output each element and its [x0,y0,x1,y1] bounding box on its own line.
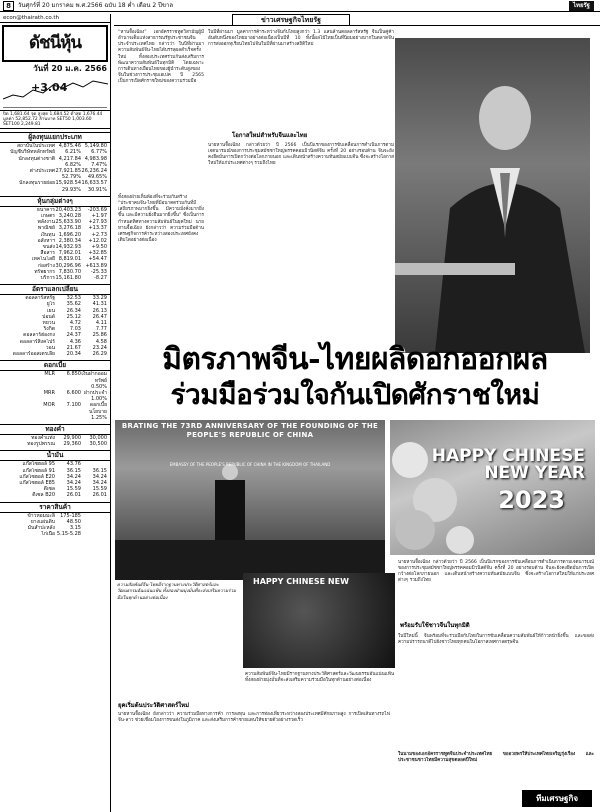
row-value: 26.01 [66,492,81,499]
row-value: -203.69 [87,206,107,213]
row-value: 7,962.01 [58,250,81,257]
oil-header: น้ำมัน [0,450,110,461]
row-value: 32.53 [66,295,81,302]
row-value: 7.47% [91,161,107,168]
headline-line2: ร่วมมือร่วมใจกันเปิดศักราชใหม่ [170,378,540,411]
row-value: +2.73 [91,231,107,238]
row-value: 25,633.90 [55,219,81,226]
row-label: เยน [46,307,55,314]
fx-table [0,295,110,357]
row-value: 23.24 [92,344,107,351]
row-label: เกษตร [41,213,55,220]
row-label: แก๊สโซฮอล์ 95 [22,461,55,468]
night-sign: HAPPY CHINESE NEW [253,577,349,586]
row-value: 41.31 [92,301,107,308]
table-row [0,492,110,498]
row-value: 49.65% [87,174,107,181]
row-label: ขนส่ง [42,244,55,251]
row-label: ดอลลาร์ฮ่องกง [23,332,55,339]
table-row [0,275,110,281]
row-label: ยางแผ่นดิบ [30,518,55,525]
row-value: 4.58 [95,338,107,345]
table-row [0,402,110,421]
row-value: 7.77 [95,326,107,333]
article-col5b: ความสัมพันธ์จีน-ไทยมีรากฐานทางประวัติศาสตร์และวัฒนธรรมอันแน่นแฟ้น ทั้งสองฝ่ายมุ่งมั่นที่จะส่งเสริมความร่วมมือในทุกด้านอย่างต่อเนื่อง [245,672,395,684]
gold-table [0,435,110,447]
row-value: +613.89 [85,262,107,269]
row-value: +9.50 [91,244,107,251]
night-photo [243,573,395,668]
photo-caption: ความสัมพันธ์จีน-ไทยมีรากฐานทางประวัติศาสตร์และวัฒนธรรมอันแน่นแฟ้น ทั้งสองฝ่ายมุ่งมั่นที่จะส่งเสริมความร่วมมือในทุกด้านอย่างต่อเนื่อง [117,583,237,601]
row-value: 36.15 [92,467,107,474]
row-value: +27.93 [88,219,107,226]
headline-line1: มิตรภาพจีน-ไทยผลิดอกออกผล [162,342,548,377]
row-value: 15,928.54 [55,180,81,187]
row-value: 3,240.28 [58,213,81,220]
embassy-sign: EMBASSY OF THE PEOPLE'S REPUBLIC OF CHINA IN THE KINGDOM OF THAILAND [169,462,331,467]
row-value: 26.01 [92,492,107,499]
row-value: 30,500 [89,441,107,448]
row-value: 7.03 [69,326,81,333]
row-value: 24.37 [66,332,81,339]
podium-illustration [115,420,385,580]
row-label: ดอลลาร์สิงคโปร์ [19,338,55,345]
row-value: 25.12 [66,313,81,320]
row-value: 29.93% [61,186,81,193]
row-value: 30.91% [87,186,107,193]
row-value: 15.59 [92,486,107,493]
index-chart [3,75,107,108]
row-value: 34.24 [92,473,107,480]
row-label: หยวน [42,320,55,327]
row-value: 6.77% [91,149,107,156]
row-value: 6.850 [66,371,81,378]
row-value: 4,875.46 [58,143,81,150]
row-value: 26.47 [92,313,107,320]
row-label: ยูโร [46,301,55,308]
team-byline: ทีมเศรษฐกิจ [522,790,592,807]
row-value: 8,819.01 [58,256,81,263]
row-value: 25.86 [92,332,107,339]
row-value: เงินฝากออมทรัพย์ 0.50% [81,371,107,390]
row-label: นักลงทุนรายย่อย [19,180,55,187]
row-value: 26.29 [92,351,107,358]
subhead-3: พร้อมรับใช้ชาวจีนในทุกมิติ [400,622,470,629]
row-value: 4.11 [95,320,107,327]
row-value [81,531,107,537]
row-label: ไก่เนื้อ [41,531,55,538]
row-label [3,187,55,193]
commod-table [0,513,110,538]
row-value: 26.34 [66,307,81,314]
article-col3: ในปีที่ผ่านมา มูลค่าการค้าระหว่างจีนกับไทยสูงกว่า 1.3 แสนล้านดอลลาร์สหรัฐ จีนเป็นคู่ค้าอันดับหนึ่งของไทยมาอย่างต่อเนื่องเป็นปีที่ 10 ทั้งนี้ผลไม้ไทยเป็นที่นิยมอย่างมากในตลาดจีน การส่งออกทุเรียนไทยไปจีนในปีที่ผ่านมาสร้างสถิติใหม่ [208,30,394,48]
row-value: 52.79% [61,174,81,181]
row-value: 36.15 [66,467,81,474]
row-label: ดอลลาร์ออสเตรเลีย [12,351,55,358]
row-value: 48.50 [66,518,81,525]
row-value: 34.24 [66,479,81,486]
closing-paragraph: ในนามของเอกอัครราชทูตจีนประจำประเทศไทย ขออวยพรให้ประเทศไทยเจริญรุ่งเรือง และประชาชนชาวไทยมีความสุขตลอดปีใหม่ [398,752,594,764]
row-value: +32.85 [88,250,107,257]
row-label: ทองรูปพรรณ [27,441,55,448]
row-label: ดีเซล [43,486,55,493]
table-row [0,351,110,357]
row-value: 4,983.98 [84,155,107,162]
row-value: 20.34 [66,351,81,358]
row-value: 6.21% [65,149,81,156]
row-value: +1.97 [91,213,107,220]
row-value: -8.27 [94,275,107,282]
row-label: วอน [45,344,55,351]
fx-header: อัตราแลกเปลี่ยน [0,284,110,295]
row-value: ดอกเบี้ยนโยบาย 1.25% [89,402,107,421]
row-value: 43.76 [66,461,81,468]
index-change: +3.04 [31,81,68,95]
row-value: 16,633.57 [81,180,107,187]
row-label: อสังหาฯ [37,237,55,244]
row-label: แก๊สโซฮอล์ 91 [22,467,55,474]
commod-header: ราคาสินค้า [0,502,110,513]
section-bar [114,14,600,26]
row-value: -25.33 [90,268,107,275]
row-value: 7.100 [66,402,81,409]
row-value: +13.37 [88,225,107,232]
subhead-2: ยุคเริ่มต้นประวัติศาสตร์ใหม่ [118,702,190,709]
new-year-text: HAPPY CHINESE NEW YEAR [431,446,585,483]
page-number: 8 [3,1,14,11]
groups-header: หุ้นกลุ่มต่างๆ [0,196,110,207]
headline [120,342,590,412]
investor-table [0,143,110,193]
subhead-1: โอกาสใหม่สำหรับจีนและไทย [232,132,308,139]
row-label: แก๊สโซฮอล์ E20 [19,473,55,480]
row-value: 1,696.20 [58,231,81,238]
row-label: พาณิชย์ [37,225,55,232]
row-value: 27,921.85 [55,168,81,175]
row-value: 34.24 [92,479,107,486]
new-year-photo [390,420,595,555]
table-row [0,390,110,402]
dateline: วันศุกร์ที่ 20 มกราคม พ.ศ.2566 ฉบับ 18 ค่ำ เดือน 2 ปีขาล [18,2,174,9]
row-label: เงินทุน [40,231,55,238]
photo-banner-text: BRATING THE 73RD ANNIVERSARY OF THE FOUNDING OF THE PEOPLE'S REPUBLIC OF CHINA [121,422,379,439]
table-row [0,531,110,537]
new-year-year: 2023 [498,486,565,514]
row-label: เทคโนโลยี [31,256,55,263]
top-bar [0,0,600,12]
table-row [0,371,110,390]
row-label: ริงกิต [43,326,55,333]
row-value: 6.82% [65,161,81,168]
row-value: 3,276.18 [58,225,81,232]
row-value: 30,000 [89,434,107,441]
row-label: พลังงาน [37,219,55,226]
row-label: ข้าวหอมมะลิ [27,512,55,519]
row-value: +12.02 [88,237,107,244]
row-value: 20,403.23 [55,206,81,213]
row-label: ธนาคาร [36,206,55,213]
table-row [0,441,110,447]
table-row [0,187,110,193]
row-label: ดอลลาร์สหรัฐ [25,295,55,302]
article-col6a: นายหานจื้อเฉียง กล่าวด้วยว่า ปี 2566 เป็นปีแรกของการขับเคลื่อนการดำเนินการตามเจตนารมณ์ของการประชุมสมัชชาใหญ่พรรคคอมมิวนิสต์จีน ครั้งที่ 20 อย่างรอบด้าน จีนจะยังคงยึดมั่นการเปิดกว้างต่อโลกภายนอก และเดินหน้าสร้างความทันสมัยแบบจีน ซึ่งจะสร้างโอกาสใหม่ให้แก่ประเทศต่างๆ รวมถึงไทย [398,560,594,584]
row-value: 5.15-5.28 [56,531,81,538]
index-summary: ปิด 1,681.64 จุด สูงสุด 1,684.52 ต่ำสุด 1,676.44 มูลค่า 52,852.72 ล้านบาท SET50 1,003.60 SET100 2,249.81 [0,110,110,129]
row-label: นักลงทุนต่างชาติ [18,155,55,162]
row-value: 6.600 [66,389,81,396]
row-label: ปอนด์ [42,313,55,320]
investor-header: ผู้ลงทุนแยกประเภท [0,132,110,143]
oil-table [0,461,110,498]
row-label: แก๊สโซฮอล์ E85 [19,479,55,486]
row-label: บริการ [40,275,55,282]
row-label: บัญชีบริษัทหลักทรัพย์ [10,149,55,156]
row-label: ดีเซล B20 [32,492,55,499]
row-value: 14,932.93 [55,244,81,251]
row-value: 26,236.24 [81,168,107,175]
article-col4: นายหานจื้อเฉียง กล่าวด้วยว่า ปี 2566 เป็นปีแรกของการขับเคลื่อนการดำเนินการตามเจตนารมณ์ของการประชุมสมัชชาใหญ่พรรคคอมมิวนิสต์จีน ครั้งที่ 20 อย่างรอบด้าน จีนจะยังคงยึดมั่นการเปิดกว้างต่อโลกภายนอก และเดินหน้าสร้างความทันสมัยแบบจีน ซึ่งจะสร้างโอกาสใหม่ให้แก่ประเทศต่างๆ รวมถึงไทย [208,143,394,167]
rate-header: ดอกเบี้ย [0,360,110,371]
row-label: MRR [43,389,55,396]
market-sidebar [0,14,111,812]
embassy-photo [115,420,385,580]
row-value: +54.47 [88,256,107,263]
row-value: 4,217.84 [58,155,81,162]
email: econ@thairath.co.th [0,14,110,23]
speaker-illustration [395,38,590,353]
index-date: วันที่ 20 ม.ค. 2566 [33,64,107,74]
row-value: ฝากประจำ 1.00% [83,389,107,403]
row-value: 33.29 [92,295,107,302]
article-col1: “หานจื้อเฉียง” เอกอัครราชทูตวิสามัญผู้มีอำนาจเต็มแห่งสาธารณรัฐประชาชนจีนประจำประเทศไทย กล่าวว่า ในปีที่ผ่านมา ความสัมพันธ์จีน-ไทยได้บรรลุผลสำเร็จครั้งใหม่ ทั้งสองประเทศร่วมกันส่งเสริมการพัฒนาความสัมพันธ์ในทุกมิติ โดยเฉพาะการเดินทางเยือนไทยของผู้นำระดับสูงของจีนในช่วงการประชุมเอเปค ปี 2565 เป็นการเปิดศักราชใหม่ของความร่วมมือ [118,30,204,85]
row-label: MOR [43,402,55,409]
row-value: 15.59 [66,486,81,493]
row-value: 15,161.80 [55,275,81,282]
row-value: 30,296.96 [55,262,81,269]
brand-logo: ไทยรัฐ [569,1,594,11]
row-value: 4.72 [69,320,81,327]
section-title: ข่าวเศรษฐกิจไทยรัฐ [232,14,350,26]
row-value: 29,900 [63,434,81,441]
row-label: MLR [44,371,55,378]
index-logo: ดัชนีหุ้น [2,25,108,62]
row-value: 29,360 [63,441,81,448]
row-label: สื่อสาร [40,250,55,257]
article-col2: ทั้งสองฝ่ายเห็นพ้องที่จะร่วมกันสร้าง “ประชาคมจีน-ไทยที่มีอนาคตร่วมกันที่มีเสถียรภาพมากยิ่งขึ้น มีความมั่งคั่งมากยิ่งขึ้น และมีความยั่งยืนมากยิ่งขึ้น” ซึ่งเป็นการกำหนดทิศทางความสัมพันธ์ในยุคใหม่ นายหานจื้อเฉียง ยังกล่าวว่า ความร่วมมือด้านเศรษฐกิจการค้าระหว่างสองประเทศยังคงเติบโตอย่างต่อเนื่อง [118,195,204,244]
row-label: มันสำปะหลัง [27,524,55,531]
row-value: 7,830.70 [58,268,81,275]
row-label: ต่างประเทศ [29,168,55,175]
row-value: 26.13 [92,307,107,314]
gold-header: ทองคำ [0,424,110,435]
row-label: ทรัพยากร [34,268,55,275]
row-label: ทองคำแท่ง [31,434,55,441]
speaker-photo [395,38,590,353]
row-value: 4.36 [69,338,81,345]
row-value: 35.62 [66,301,81,308]
row-value: 21.67 [66,344,81,351]
row-label: สถาบันในประเทศ [16,143,55,150]
row-value: 2,380.34 [58,237,81,244]
rate-table [0,371,110,421]
article-col5: นายหานจื้อเฉียง ยังกล่าวว่า ความร่วมมือทางการค้า การลงทุน และการท่องเที่ยวระหว่างสองประเทศมีศักยภาพสูง การเปิดเส้นทางรถไฟจีน-ลาว ช่วยเชื่อมโยงการขนส่งในภูมิภาค และส่งเสริมการค้าชายแดนให้ขยายตัวอย่างรวดเร็ว [118,712,390,724]
row-value: 5,149.80 [84,143,107,150]
row-value: 34.24 [66,473,81,480]
groups-table [0,207,110,281]
row-value: 3.15 [69,524,81,531]
row-label: ก่อสร้าง [37,262,55,269]
row-value: 175-185 [60,512,81,519]
article-col6: ในปีใหม่นี้ จีนพร้อมที่จะร่วมมือกับไทยในการขับเคลื่อนความสัมพันธ์ให้ก้าวหน้ายิ่งขึ้น และขอส่งความปรารถนาดีไปยังชาวไทยทุกคนในโอกาสเทศกาลตรุษจีน [398,634,594,646]
